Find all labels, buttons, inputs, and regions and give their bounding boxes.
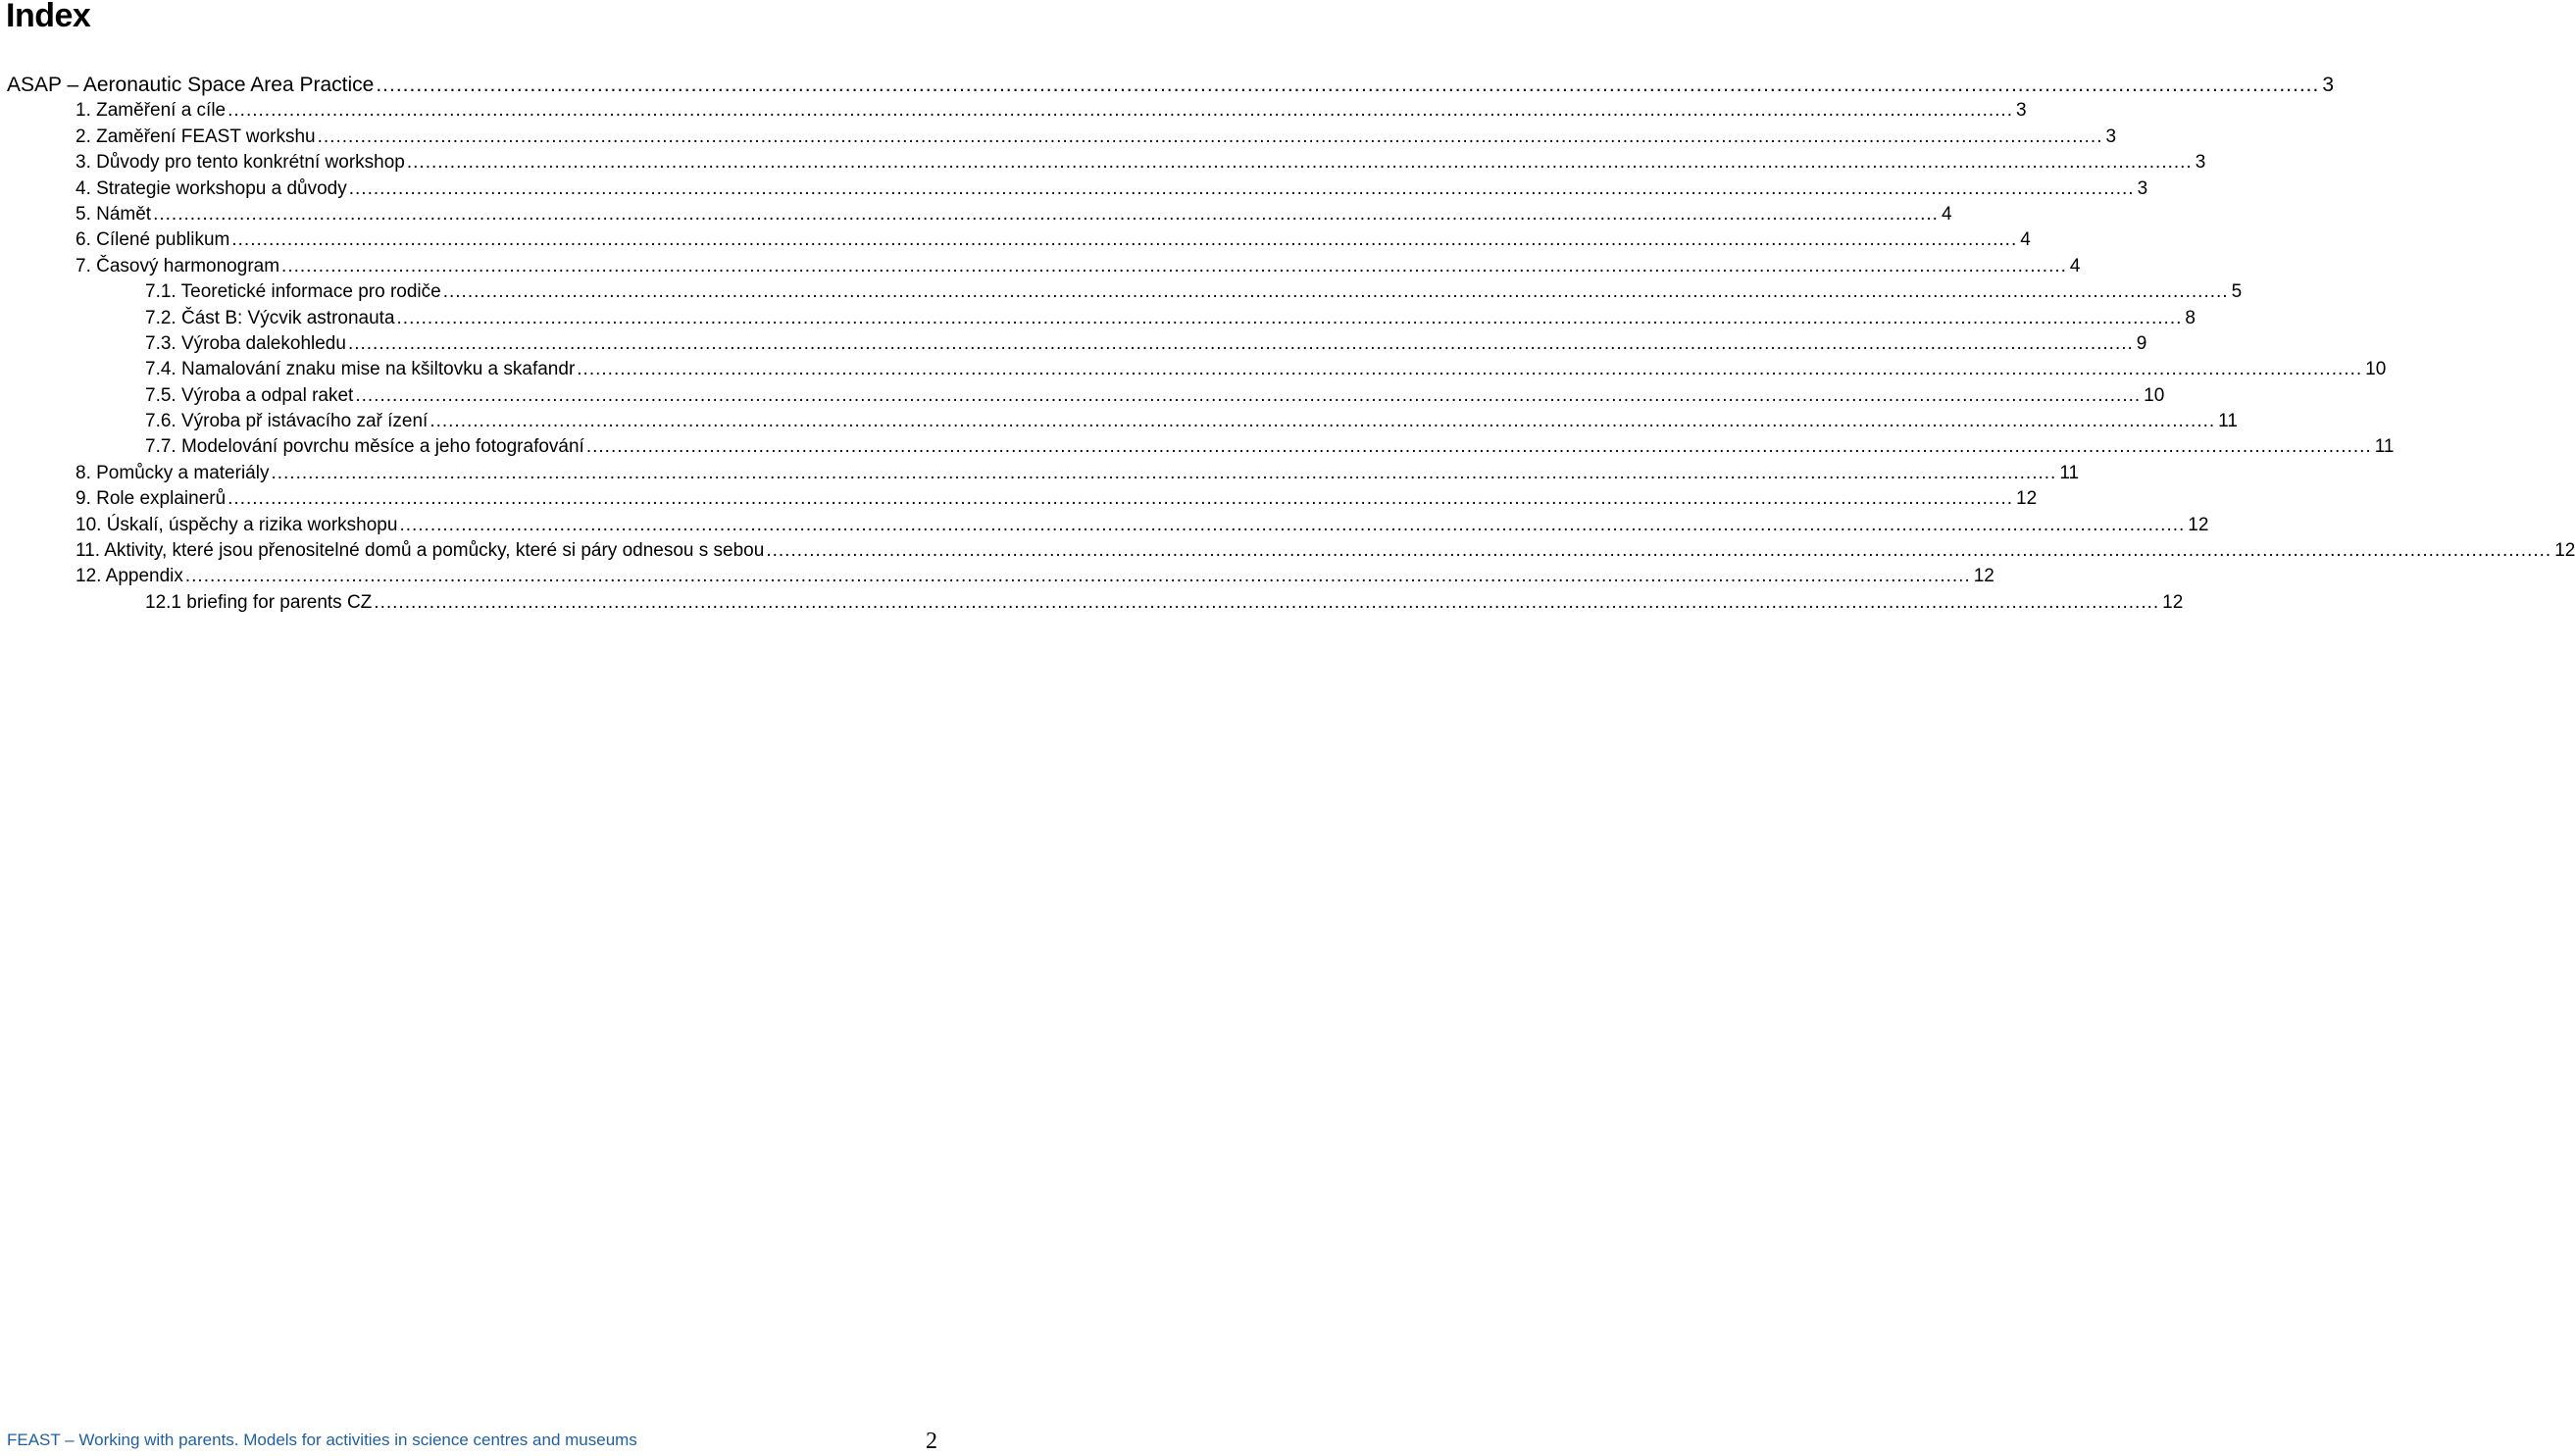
toc-entry-page: 5 (2231, 281, 2243, 303)
toc-entry-page: 3 (2137, 177, 2148, 199)
toc-entry-page: 10 (2144, 384, 2165, 406)
toc-entry-label: 7.2. Část B: Výcvik astronauta (145, 307, 395, 328)
toc-entry[interactable] (7, 125, 2117, 150)
toc-entry-page: 12 (2554, 540, 2575, 562)
toc-entry-page: 12 (2188, 514, 2209, 535)
toc-leader-dots (318, 125, 2103, 150)
toc-entry-label: 12.1 briefing for parents CZ (145, 591, 373, 613)
toc-entry-page: 11 (2218, 411, 2238, 432)
toc-entry-page: 3 (2322, 74, 2335, 96)
toc-entry[interactable] (7, 538, 2575, 564)
toc-entry-page: 11 (2059, 462, 2080, 483)
toc-entry[interactable] (7, 279, 2243, 305)
toc-entry-page: 4 (2020, 229, 2031, 251)
toc-entry[interactable] (7, 409, 2238, 434)
toc-leader-dots (185, 564, 1971, 589)
toc-entry[interactable] (7, 434, 2395, 460)
toc-entry-label: 2. Zaměření FEAST workshu (76, 126, 316, 147)
toc-entry[interactable] (7, 383, 2165, 409)
toc-entry-label: 7.6. Výroba př istávacího zař ízení (145, 411, 429, 432)
toc-leader-dots (374, 590, 2159, 616)
toc-entry-label: 6. Cílené publikum (76, 229, 230, 251)
toc-entry-page: 4 (1941, 203, 1952, 225)
toc-entry-label: 10. Úskalí, úspěchy a rizika workshopu (76, 514, 398, 535)
toc-entry-page: 4 (2069, 255, 2081, 276)
toc-entry[interactable] (7, 254, 2081, 279)
toc-entry-label: 1. Zaměření a cíle (76, 100, 227, 122)
toc-leader-dots (407, 150, 2193, 176)
toc-leader-dots (399, 513, 2185, 538)
toc-entry[interactable] (7, 564, 1994, 589)
toc-leader-dots (227, 98, 2013, 124)
toc-entry[interactable] (7, 486, 2038, 512)
toc-entry-page: 10 (2365, 359, 2387, 380)
toc-entry-page: 9 (2136, 332, 2147, 354)
toc-leader-dots (348, 331, 2134, 357)
toc-leader-dots (349, 176, 2135, 202)
toc-entry-page: 12 (1973, 566, 1994, 587)
toc-entry-label: 3. Důvody pro tento konkrétní workshop (76, 152, 405, 174)
toc-entry[interactable] (7, 227, 2031, 253)
toc-entry-label: 7.3. Výroba dalekohledu (145, 332, 346, 354)
page-number: 2 (926, 1429, 937, 1454)
footer-text: FEAST – Working with parents. Models for activities in science centres and museums (7, 1431, 637, 1449)
toc-entry-page: 3 (2195, 152, 2206, 174)
toc-leader-dots (153, 202, 1939, 227)
toc-entry[interactable] (7, 176, 2148, 202)
toc-entry-page: 12 (2162, 591, 2184, 613)
toc-entry[interactable] (7, 461, 2080, 486)
toc-entry[interactable] (7, 150, 2206, 176)
toc-entry-label: 11. Aktivity, které jsou přenositelné domů a pomůcky, které si páry odnesou s sebou (76, 540, 765, 562)
toc-entry[interactable] (7, 590, 2184, 616)
toc-entry-label: 5. Námět (76, 203, 152, 225)
toc-leader-dots (397, 306, 2183, 331)
toc-leader-dots (355, 383, 2141, 409)
toc-entry[interactable] (7, 513, 2209, 538)
toc-entry-label: 7.7. Modelování povrchu měsíce a jeho fotografování (145, 436, 584, 458)
toc-entry-page: 3 (2015, 100, 2027, 122)
toc-entry-label: 4. Strategie workshopu a důvody (76, 177, 347, 199)
toc-entry[interactable] (7, 202, 1952, 227)
toc-entry-label: 12. Appendix (76, 566, 183, 587)
toc-entry-page: 11 (2374, 436, 2395, 458)
toc-entry[interactable] (7, 98, 2027, 124)
toc-leader-dots (429, 409, 2215, 434)
toc-leader-dots (766, 538, 2551, 564)
toc-entry-page: 12 (2016, 488, 2038, 510)
toc-entry[interactable] (7, 73, 2335, 98)
toc-entry[interactable] (7, 331, 2147, 357)
toc-entry-label: 9. Role explainerů (76, 488, 227, 510)
toc-leader-dots (586, 434, 2372, 460)
toc-leader-dots (376, 73, 2319, 98)
toc-entry-page: 3 (2105, 126, 2117, 147)
toc-leader-dots (271, 461, 2056, 486)
toc-entry[interactable] (7, 306, 2196, 331)
toc-entry-label: ASAP – Aeronautic Space Area Practice (7, 74, 375, 96)
toc-entry-label: 7.4. Namalování znaku mise na kšiltovku a skafandr (145, 359, 576, 380)
toc-entry-label: 7.5. Výroba a odpal raket (145, 384, 354, 406)
toc-leader-dots (577, 357, 2362, 382)
page-title: Index (6, 0, 91, 34)
toc-entry-label: 8. Pomůcky a materiály (76, 462, 270, 483)
toc-entry-label: 7.1. Teoretické informace pro rodiče (145, 281, 441, 303)
toc-entry-label: 7. Časový harmonogram (76, 255, 280, 276)
table-of-contents (7, 73, 2575, 616)
toc-leader-dots (281, 254, 2067, 279)
toc-leader-dots (231, 227, 2017, 253)
toc-leader-dots (227, 486, 2013, 512)
toc-leader-dots (443, 279, 2229, 305)
toc-entry-page: 8 (2185, 307, 2196, 328)
toc-entry[interactable] (7, 357, 2387, 382)
